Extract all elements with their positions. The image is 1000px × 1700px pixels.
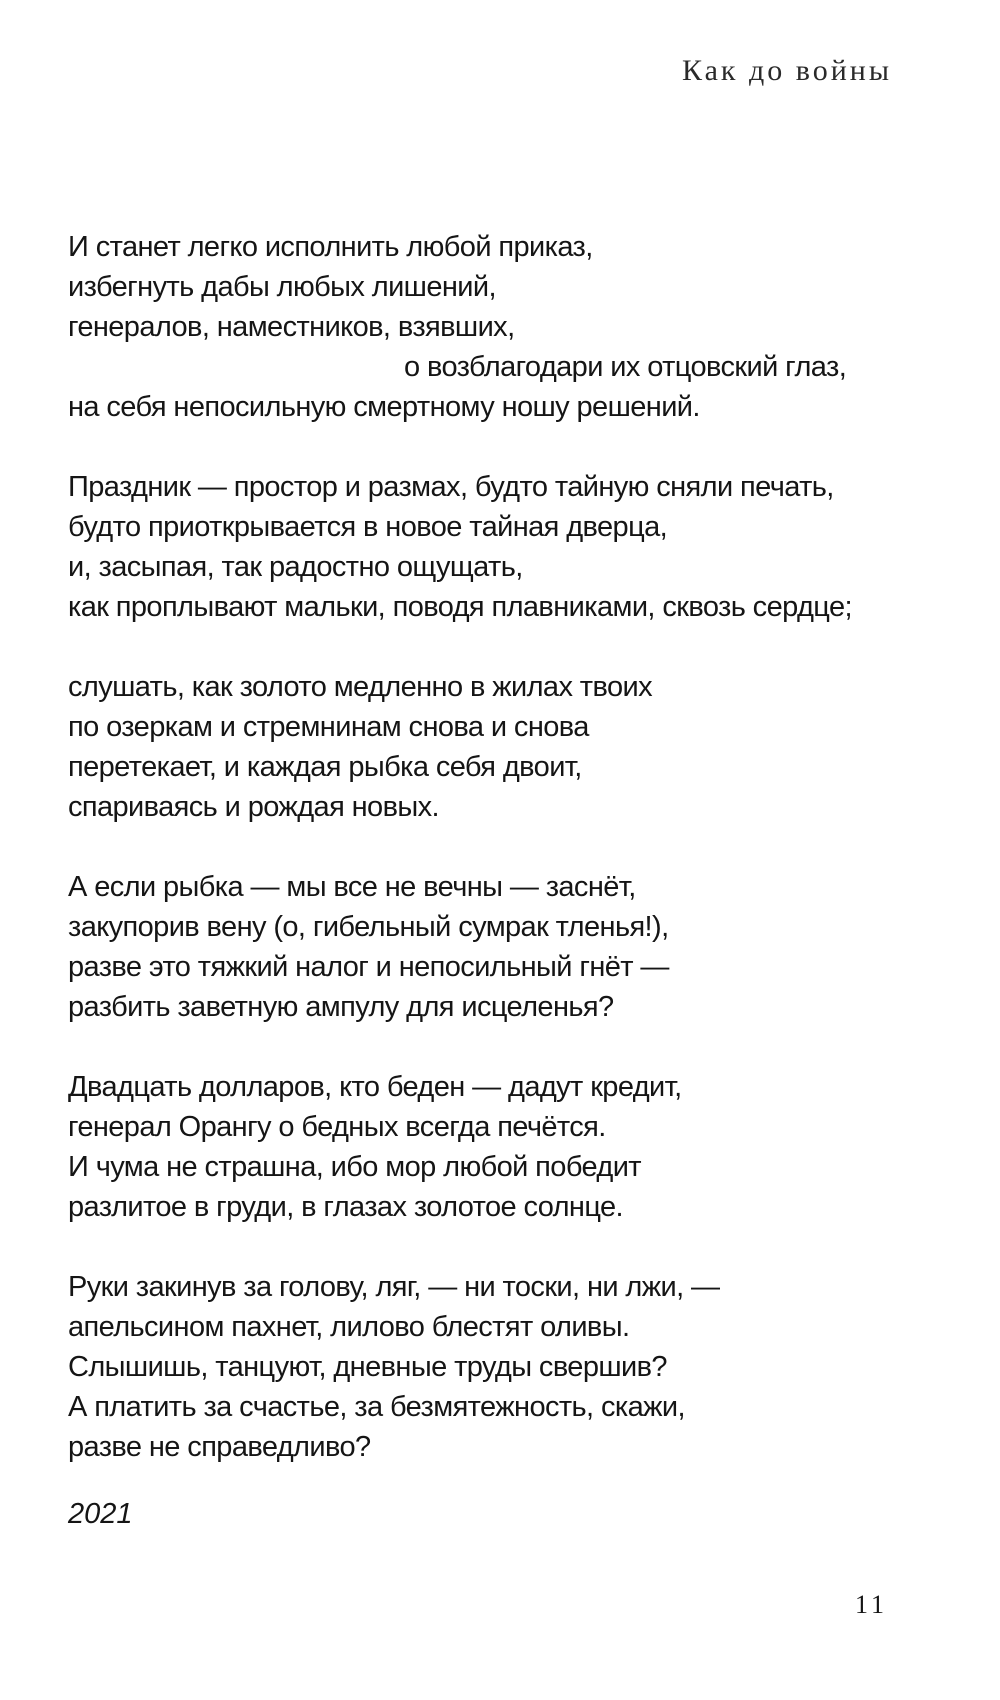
poem-line: апельсином пахнет, лилово блестят оливы. bbox=[68, 1311, 630, 1343]
poem-line: А если рыбка — мы все не вечны — заснёт, bbox=[68, 871, 636, 903]
poem-line: генерал Орангу о бедных всегда печётся. bbox=[68, 1111, 606, 1143]
stanza-6 bbox=[68, 1267, 928, 1467]
poem-line: Праздник — простор и размах, будто тайную сняли печать, bbox=[68, 471, 834, 503]
poem-line: И станет легко исполнить любой приказ, bbox=[68, 231, 593, 263]
poem-line: будто приоткрывается в новое тайная дверца, bbox=[68, 511, 668, 543]
poem-line: на себя непосильную смертному ношу решений. bbox=[68, 391, 700, 423]
poem-line: Слышишь, танцуют, дневные труды свершив? bbox=[68, 1351, 667, 1383]
poem-line: избегнуть дабы любых лишений, bbox=[68, 271, 496, 303]
poem-line: И чума не страшна, ибо мор любой победит bbox=[68, 1151, 641, 1183]
poem-line: разве не справедливо? bbox=[68, 1431, 371, 1463]
stanza-4 bbox=[68, 867, 928, 1027]
poem-line: и, засыпая, так радостно ощущать, bbox=[68, 551, 523, 583]
poem bbox=[68, 227, 928, 1507]
poem-line: разлитое в груди, в глазах золотое солнце. bbox=[68, 1191, 624, 1223]
poem-line: закупорив вену (о, гибельный сумрак тленья!), bbox=[68, 911, 669, 943]
poem-line: разве это тяжкий налог и непосильный гнёт — bbox=[68, 951, 669, 983]
poem-line: перетекает, и каждая рыбка себя двоит, bbox=[68, 751, 582, 783]
page-number: 11 bbox=[854, 1590, 888, 1619]
poem-line: слушать, как золото медленно в жилах твоих bbox=[68, 671, 652, 703]
stanza-3 bbox=[68, 667, 928, 827]
poem-date: 2021 bbox=[68, 1498, 133, 1530]
poem-line: Руки закинув за голову, ляг, — ни тоски, ни лжи, — bbox=[68, 1271, 720, 1303]
stanza-5 bbox=[68, 1067, 928, 1227]
poem-line: по озеркам и стремнинам снова и снова bbox=[68, 711, 589, 743]
poem-line: генералов, наместников, взявших, bbox=[68, 311, 515, 343]
poem-line: спариваясь и рождая новых. bbox=[68, 791, 439, 823]
stanza-1 bbox=[68, 227, 928, 427]
stanza-2 bbox=[68, 467, 928, 627]
poem-line: как проплывают мальки, поводя плавниками, сквозь сердце; bbox=[68, 591, 852, 623]
poem-line: А платить за счастье, за безмятежность, скажи, bbox=[68, 1391, 685, 1423]
poem-line: разбить заветную ампулу для исцеленья? bbox=[68, 991, 614, 1023]
poem-line: Двадцать долларов, кто беден — дадут кредит, bbox=[68, 1071, 682, 1103]
poem-line-indented: о возблагодари их отцовский глаз, bbox=[404, 351, 847, 383]
running-head: Как до войны bbox=[682, 54, 892, 87]
